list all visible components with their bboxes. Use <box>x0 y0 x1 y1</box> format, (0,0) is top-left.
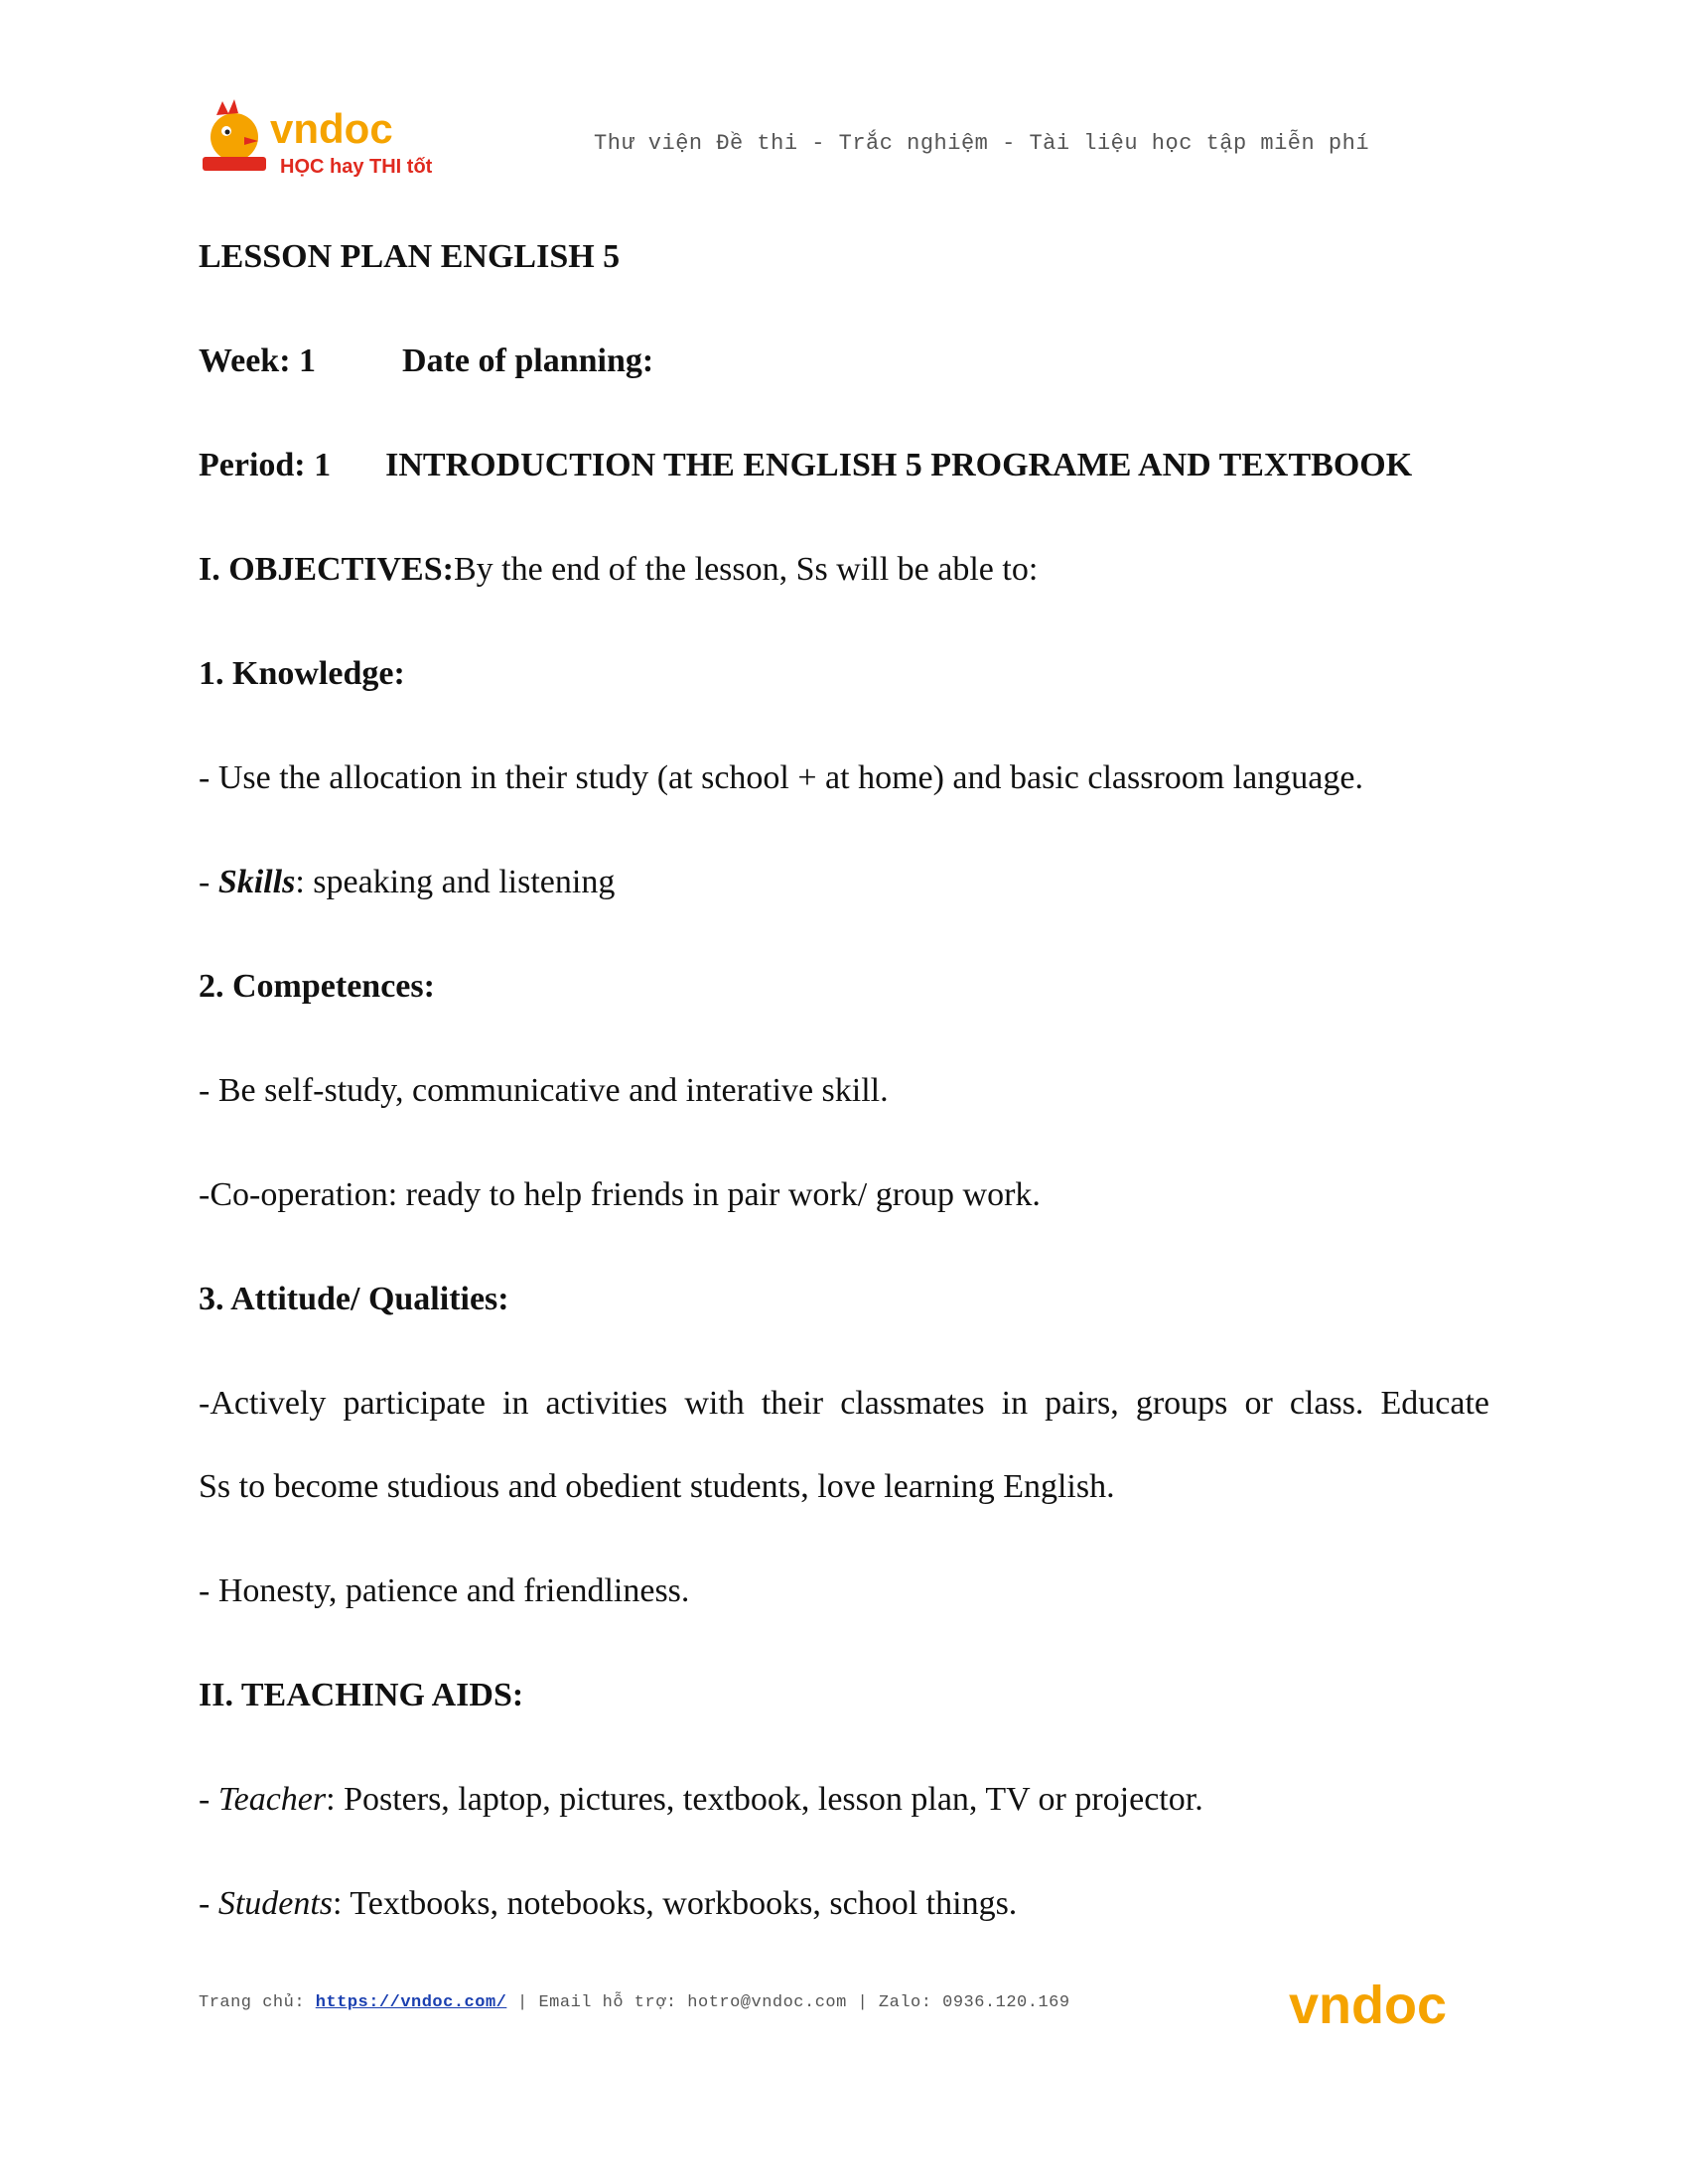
attitude-heading: 3. Attitude/ Qualities: <box>199 1281 509 1317</box>
page-footer <box>199 1978 1489 2045</box>
student-aids-row <box>199 1885 1017 1923</box>
teacher-aids-text: : Posters, laptop, pictures, textbook, lesson plan, TV or projector. <box>326 1781 1203 1818</box>
footer-logo-wordmark: vndoc <box>1289 1978 1448 2035</box>
footer-text <box>199 1993 1070 2012</box>
footer-contact: | Email hỗ trợ: hotro@vndoc.com | Zalo: 0936.120.169 <box>506 1993 1070 2012</box>
period-label: Period: 1 <box>199 447 332 483</box>
logo-wordmark: vndoc <box>270 105 393 152</box>
attitude-item-2: - Honesty, patience and friendliness. <box>199 1572 690 1609</box>
competence-item-1: - Be self-study, communicative and interative skill. <box>199 1072 889 1109</box>
skills-label: Skills <box>217 864 296 900</box>
week-label: Week: 1 <box>199 342 317 379</box>
footer-vndoc-logo <box>1289 1978 1487 2037</box>
skills-dash: - <box>199 864 218 900</box>
header-tagline: Thư viện Đề thi - Trắc nghiệm - Tài liệu học tập miễn phí <box>594 131 1370 156</box>
attitude-item-1a: -Actively participate in activities with their classmates in pairs, groups or class. Educate <box>199 1385 1489 1422</box>
skills-text: : speaking and listening <box>295 864 616 900</box>
page-header <box>197 95 1487 185</box>
attitude-item-1b: Ss to become studious and obedient students, love learning English. <box>199 1468 1115 1505</box>
teacher-label: Teacher <box>217 1781 327 1818</box>
period-row <box>199 447 1412 484</box>
footer-home-label: Trang chủ: <box>199 1993 316 2012</box>
vndoc-logo <box>197 95 455 185</box>
teaching-aids-heading: II. TEACHING AIDS: <box>199 1677 524 1713</box>
period-title: INTRODUCTION THE ENGLISH 5 PROGRAME AND TEXTBOOK <box>385 447 1413 483</box>
teacher-dash: - <box>199 1781 218 1818</box>
date-of-planning-label: Date of planning: <box>402 342 654 379</box>
week-row <box>199 342 653 380</box>
competence-item-2: -Co-operation: ready to help friends in pair work/ group work. <box>199 1176 1041 1213</box>
students-dash: - <box>199 1885 218 1922</box>
students-label: Students <box>217 1885 334 1922</box>
footer-home-link[interactable]: https://vndoc.com/ <box>315 1993 507 2012</box>
document-title: LESSON PLAN ENGLISH 5 <box>199 238 621 275</box>
knowledge-heading: 1. Knowledge: <box>199 655 405 692</box>
teacher-aids-row <box>199 1781 1203 1819</box>
logo-slogan: HỌC hay THI tốt <box>280 156 433 178</box>
objectives-row <box>199 551 1038 589</box>
knowledge-item: - Use the allocation in their study (at school + at home) and basic classroom language. <box>199 759 1363 796</box>
competences-heading: 2. Competences: <box>199 968 435 1005</box>
objectives-heading: I. OBJECTIVES: <box>199 551 454 588</box>
skills-row <box>199 864 615 901</box>
student-aids-text: : Textbooks, notebooks, workbooks, school things. <box>333 1885 1018 1922</box>
objectives-intro: By the end of the lesson, Ss will be able to: <box>453 551 1039 588</box>
